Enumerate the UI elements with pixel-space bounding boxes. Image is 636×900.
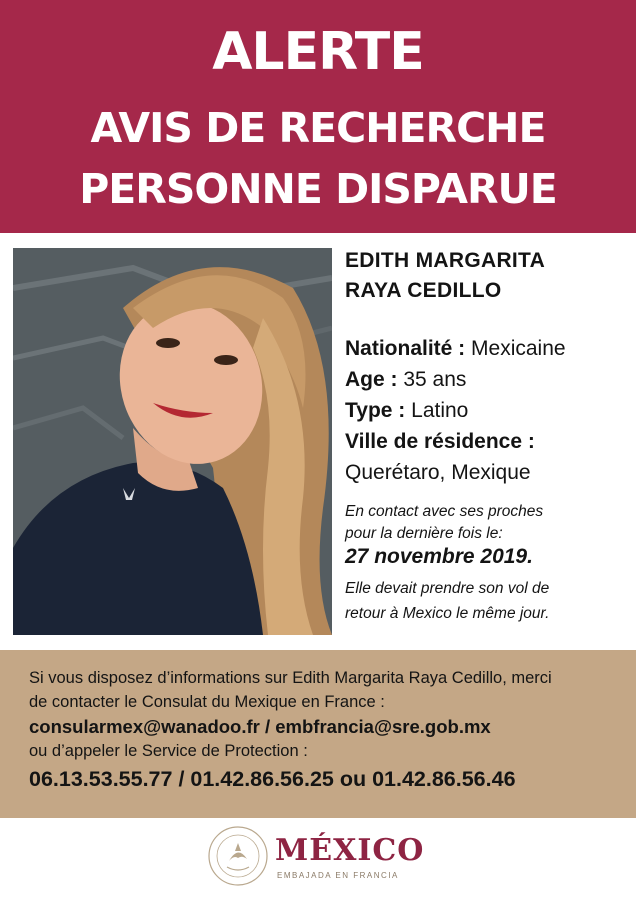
mexico-wordmark: MÉXICO <box>275 833 425 868</box>
last-contact-date: 27 novembre 2019. <box>345 545 533 568</box>
alert-subtitle-search: AVIS DE RECHERCHE <box>90 104 546 152</box>
type-label: Type : <box>345 399 406 422</box>
person-first-names: EDITH MARGARITA <box>345 249 546 272</box>
footer-info-line-2: de contacter le Consulat du Mexique en France : <box>29 693 385 711</box>
footer-info-line-1: Si vous disposez d’informations sur Edith Margarita Raya Cedillo, merci <box>29 669 552 687</box>
age-value: 35 ans <box>403 368 467 391</box>
nationality-label: Nationalité : <box>345 337 466 360</box>
mexico-seal-icon <box>207 825 269 887</box>
last-contact-line-1: En contact avec ses proches <box>345 503 544 520</box>
footer-info-line-4: ou d’appeler le Service de Protection : <box>29 742 308 760</box>
last-contact-text <box>345 501 630 545</box>
missing-person-photo <box>13 248 332 635</box>
nationality-row <box>345 333 630 364</box>
residence-value: Querétaro, Mexique <box>345 461 531 484</box>
person-name <box>345 246 630 306</box>
type-row <box>345 395 630 426</box>
alert-title: ALERTE <box>212 22 424 82</box>
nationality-value: Mexicaine <box>471 337 566 360</box>
person-facts <box>345 333 630 488</box>
flight-note <box>345 576 630 626</box>
embassy-logo <box>207 823 437 893</box>
person-last-names: RAYA CEDILLO <box>345 279 502 302</box>
portrait-illustration <box>13 248 332 635</box>
flight-note-line-1: Elle devait prendre son vol de <box>345 580 550 597</box>
consulate-emails[interactable]: consularmex@wanadoo.fr / embfrancia@sre.gob.mx <box>29 716 491 737</box>
embassy-subtitle: EMBAJADA EN FRANCIA <box>277 871 399 880</box>
age-label: Age : <box>345 368 398 391</box>
alert-subtitle-missing: PERSONNE DISPARUE <box>79 165 557 213</box>
protection-phone-numbers[interactable]: 06.13.53.55.77 / 01.42.86.56.25 ou 01.42.86.56.46 <box>29 767 516 791</box>
flight-note-line-2: retour à Mexico le même jour. <box>345 605 550 622</box>
age-row <box>345 364 630 395</box>
residence-label: Ville de résidence : <box>345 430 535 453</box>
last-contact-line-2: pour la dernière fois le: <box>345 525 503 542</box>
type-value: Latino <box>411 399 469 422</box>
alert-header <box>0 0 636 233</box>
